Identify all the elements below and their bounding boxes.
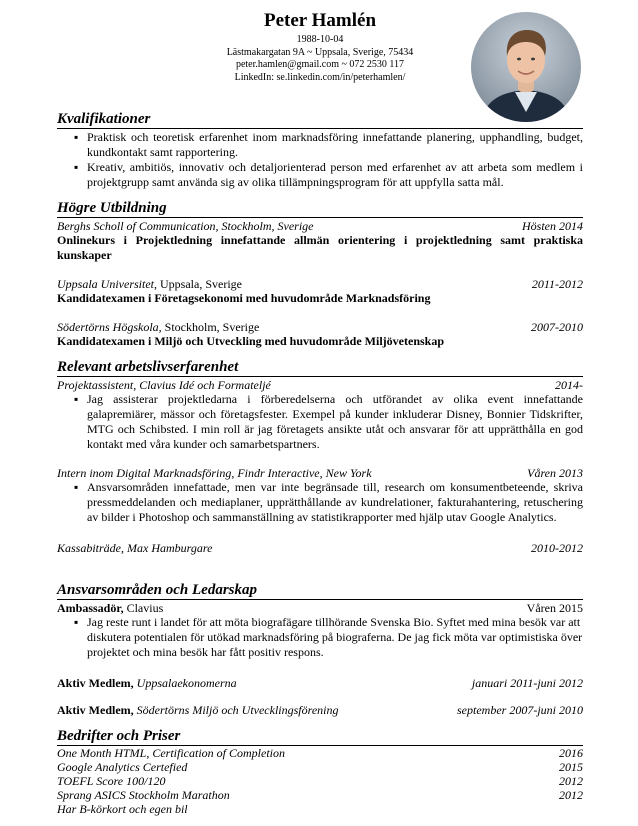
education-date: 2011-2012 bbox=[531, 277, 583, 291]
achievement-date: 2012 bbox=[559, 774, 583, 788]
achievement-item bbox=[57, 802, 583, 816]
responsibility-role: Aktiv Medlem, bbox=[57, 703, 134, 717]
header bbox=[150, 8, 490, 84]
experience-section bbox=[57, 358, 583, 555]
school-location: Stockholm, Sverige bbox=[161, 320, 260, 334]
job-role: Intern inom Digital Marknadsföring, Findr Interactive, New York bbox=[57, 466, 372, 480]
responsibility-date: januari 2011-juni 2012 bbox=[471, 676, 583, 690]
list-item: ▪ Ansvarsområden innefattade, men var inte begränsade till, research om konsumentbeteende, skriva pressmeddelanden och mediaplaner, upprätthållande av kundrelationer, fakturahantering, retuschering av bilder i Photoshop och sammanställning av statistikrapporter med hjälp utav Google Analytics. bbox=[57, 480, 583, 525]
achievement-item bbox=[57, 788, 583, 802]
achievement-text: Google Analytics Certefied bbox=[57, 760, 188, 774]
education-date: 2007-2010 bbox=[531, 320, 583, 334]
education-section bbox=[57, 199, 583, 349]
school-name: Uppsala Universitet, bbox=[57, 277, 157, 291]
degree: Onlinekurs i Projektledning innefattande allmän orientering i projektledning samt praktiska kunskaper bbox=[57, 233, 583, 262]
job-date: 2014- bbox=[555, 378, 583, 392]
responsibility-role: Aktiv Medlem, bbox=[57, 676, 134, 690]
list-item: ▪ Praktisk och teoretisk erfarenhet inom marknadsföring innefattande planering, upphandling, budget, kundkontakt samt rapportering. bbox=[57, 130, 583, 160]
degree: Kandidatexamen i Företagsekonomi med huvudområde Marknadsföring bbox=[57, 291, 431, 305]
section-title: Bedrifter och Priser bbox=[57, 727, 583, 746]
section-title: Relevant arbetslivserfarenhet bbox=[57, 358, 583, 377]
school-name: Berghs Scholl of Communication, Stockholm, Sverige bbox=[57, 219, 314, 233]
achievement-text: Sprang ASICS Stockholm Marathon bbox=[57, 788, 230, 802]
achievement-text: TOEFL Score 100/120 bbox=[57, 774, 166, 788]
achievement-text: One Month HTML, Certification of Completion bbox=[57, 746, 285, 760]
responsibility-org: Uppsalaekonomerna bbox=[133, 676, 237, 690]
responsibilities-section bbox=[57, 581, 583, 717]
job-date: 2010-2012 bbox=[531, 541, 583, 555]
achievement-item bbox=[57, 774, 583, 788]
achievement-date: 2015 bbox=[559, 760, 583, 774]
list-item: ▪ Kreativ, ambitiös, innovativ och detaljorienterad person med erfarenhet av att arbeta som medlem i projektgrupp samt använda sig av olika tillämpningsprogram för att uppfylla satta mål. bbox=[57, 160, 583, 190]
school-name: Södertörns Högskola, bbox=[57, 320, 162, 334]
person-name: Peter Hamlén bbox=[263, 10, 377, 31]
responsibility-entry bbox=[57, 703, 583, 717]
responsibility-date: september 2007-juni 2010 bbox=[457, 703, 583, 717]
responsibility-role: Ambassadör, bbox=[57, 601, 124, 615]
responsibility-org: Södertörns Miljö och Utvecklingsförening bbox=[133, 703, 339, 717]
list-item: ▪ Jag reste runt i landet för att möta biografägare tillhörande Svenska Bio. Syftet med mina besök var att diskutera potentialen för utökad marknadsföring på biograferna. De jag fick möta var optimistiska över projektet och mina besök har fått positiv respons. bbox=[57, 615, 583, 660]
education-entry bbox=[57, 277, 583, 291]
achievement-item bbox=[57, 760, 583, 774]
achievement-item bbox=[57, 746, 583, 760]
achievements-section bbox=[57, 727, 583, 816]
list-item: ▪ Jag assisterar projektledarna i förberedelserna och utförandet av olika event innefattande galapremiärer, mässor och företagsfester. Exempel på kunder inkluderar Disney, Bonnier Tidskrifter, MTG och Schibsted. I min roll är jag företagets ansikte utåt och ansvarar för att upprätthålla en god kontakt med våra kunder och samarbetspartners. bbox=[57, 392, 583, 452]
qualifications-section bbox=[57, 110, 583, 190]
achievement-text: Har B-körkort och egen bil bbox=[57, 802, 188, 816]
linkedin-link[interactable]: LinkedIn: se.linkedin.com/in/peterhamlen/ bbox=[234, 71, 406, 83]
job-entry bbox=[57, 466, 583, 480]
education-entry bbox=[57, 219, 583, 233]
email-phone: peter.hamlen@gmail.com ~ 072 2530 117 bbox=[235, 59, 405, 70]
responsibility-entry bbox=[57, 676, 583, 690]
profile-photo bbox=[471, 12, 581, 122]
degree: Kandidatexamen i Miljö och Utveckling med huvudområde Miljövetenskap bbox=[57, 334, 445, 348]
responsibility-date: Våren 2015 bbox=[526, 601, 583, 615]
section-title: Ansvarsområden och Ledarskap bbox=[57, 581, 583, 600]
achievement-date: 2012 bbox=[559, 788, 583, 802]
job-date: Våren 2013 bbox=[527, 466, 583, 480]
responsibility-org: Clavius bbox=[123, 601, 164, 615]
achievement-date: 2016 bbox=[559, 746, 583, 760]
section-title: Högre Utbildning bbox=[57, 199, 583, 218]
birthdate: 1988-10-04 bbox=[296, 34, 344, 45]
section-title: Kvalifikationer bbox=[57, 110, 583, 129]
job-role: Kassabiträde, Max Hamburgare bbox=[57, 541, 213, 555]
address: Lästmakargatan 9A ~ Uppsala, Sverige, 75434 bbox=[226, 46, 414, 58]
education-entry bbox=[57, 320, 583, 334]
school-location: Uppsala, Sverige bbox=[157, 277, 242, 291]
responsibility-entry bbox=[57, 601, 583, 615]
job-role: Projektassistent, Clavius Idé och Formateljé bbox=[57, 378, 271, 392]
education-date: Hösten 2014 bbox=[522, 219, 583, 233]
job-entry bbox=[57, 541, 583, 555]
job-entry bbox=[57, 378, 583, 392]
